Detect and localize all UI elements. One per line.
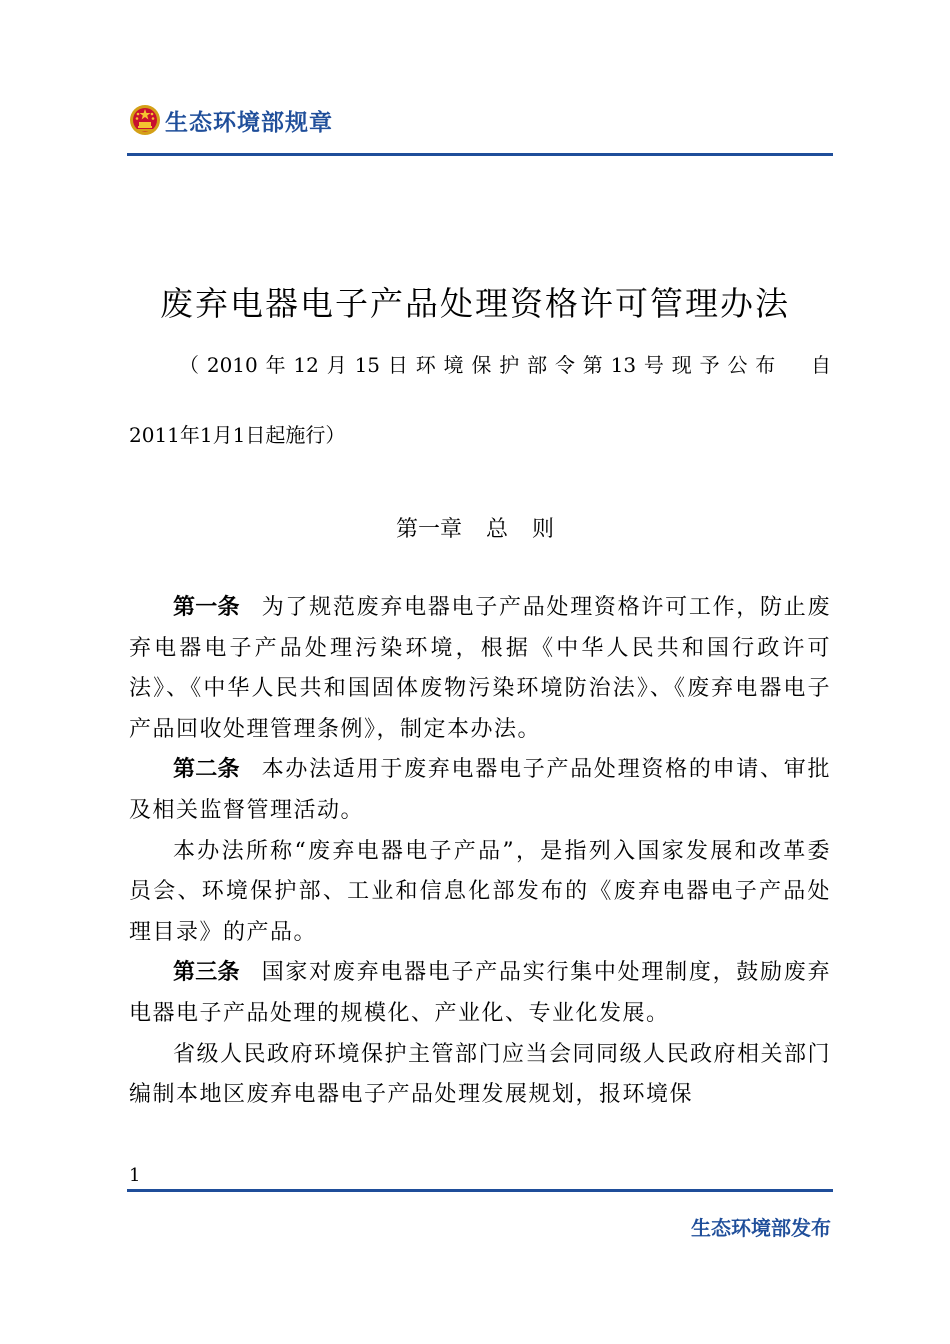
- national-emblem-icon: [129, 104, 161, 136]
- body-paragraph: [129, 1035, 831, 1116]
- page-number: 1: [129, 1165, 141, 1186]
- article-label: 第一条: [173, 595, 240, 620]
- body-paragraph: [129, 832, 831, 954]
- footer-divider: [127, 1189, 833, 1192]
- chapter-title-char2: 则: [532, 517, 555, 542]
- article-text: 本办法适用于废弃电器电子产品处理资格的申请、审批及相关监督管理活动。: [129, 757, 831, 823]
- document-body: [129, 588, 831, 1116]
- header-divider: [127, 153, 833, 156]
- chapter-title-char1: 总: [485, 517, 508, 542]
- header-title: 生态环境部规章: [165, 109, 333, 136]
- document-title: 废弃电器电子产品处理资格许可管理办法: [160, 284, 790, 323]
- article-paragraph: [129, 750, 831, 831]
- article-label: 第三条: [173, 960, 240, 986]
- article-paragraph: [129, 588, 831, 750]
- article-label: 第二条: [173, 757, 240, 783]
- page-header: [129, 100, 333, 140]
- footer-publisher: 生态环境部发布: [691, 1216, 831, 1240]
- promulgation-note-line2: 2011年1月1日起施行）: [129, 423, 346, 447]
- article-text: 国家对废弃电器电子产品实行集中处理制度，鼓励废弃电器电子产品处理的规模化、产业化、专业化发展。: [129, 960, 831, 1026]
- chapter-heading: [0, 512, 950, 543]
- article-text: 为了规范废弃电器电子产品处理资格许可工作，防止废弃电器电子产品处理污染环境，根据《中华人民共和国行政许可法》、《中华人民共和国固体废物污染环境防治法》、《废弃电器电子产品回收处理管理条例》，制定本办法。: [129, 595, 831, 742]
- promulgation-note-line1: （2010年12月15日环境保护部令第13号现予公布 自: [179, 353, 831, 377]
- chapter-number: 第一章: [395, 517, 462, 542]
- paragraph-text: 本办法所称“废弃电器电子产品”，是指列入国家发展和改革委员会、环境保护部、工业和信息化部发布的《废弃电器电子产品处理目录》的产品。: [129, 838, 831, 945]
- article-paragraph: [129, 953, 831, 1034]
- paragraph-text: 省级人民政府环境保护主管部门应当会同同级人民政府相关部门编制本地区废弃电器电子产品处理发展规划，报环境保: [129, 1041, 832, 1108]
